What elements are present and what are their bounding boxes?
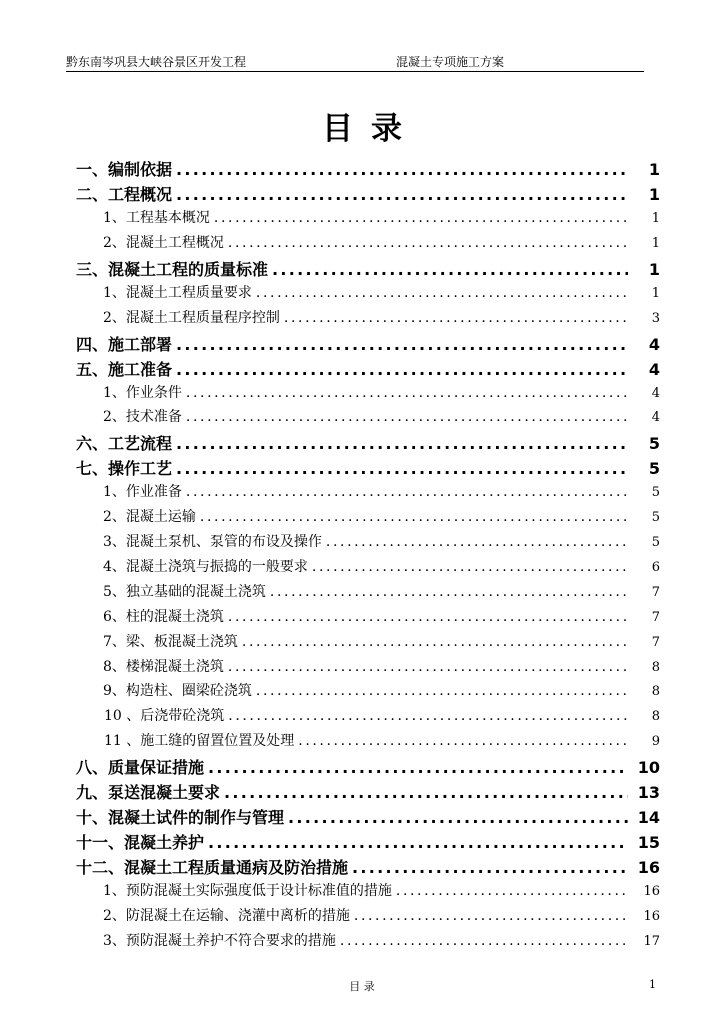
toc-dot-leader — [208, 833, 628, 852]
toc-entry-page: 1 — [651, 285, 660, 301]
toc-entry-label: 11 、施工缝的留置位置及处理 — [104, 733, 295, 750]
toc-dot-leader — [256, 683, 628, 699]
toc-entry-section[interactable] — [76, 157, 660, 182]
toc-dot-leader — [208, 758, 628, 777]
toc-entry-label: 3、混凝土泵机、泵管的布设及操作 — [103, 534, 322, 551]
toc-entry-label: 2、混凝土工程质量程序控制 — [103, 309, 280, 326]
toc-dot-leader — [224, 783, 628, 802]
toc-dot-leader — [272, 260, 628, 279]
toc-entry-page: 7 — [651, 634, 660, 650]
toc-entry-page: 8 — [651, 709, 660, 725]
toc-entry-label: 十一、混凝土养护 — [76, 833, 205, 853]
toc-entry-section[interactable] — [76, 855, 660, 880]
toc-entry-page: 5 — [648, 459, 660, 479]
toc-dot-leader — [340, 933, 628, 949]
toc-entry-subsection[interactable] — [76, 880, 660, 905]
toc-entry-subsection[interactable] — [76, 506, 660, 531]
toc-entry-subsection[interactable] — [76, 481, 660, 506]
header-project-name: 黔东南岑巩县大峡谷景区开发工程 — [66, 55, 247, 69]
toc-entry-section[interactable] — [76, 780, 660, 805]
toc-entry-page: 5 — [648, 434, 660, 454]
toc-entry-page: 4 — [651, 385, 660, 401]
toc-entry-label: 2、混凝土运输 — [103, 509, 196, 526]
toc-dot-leader — [256, 285, 628, 301]
toc-entry-label: 十二、混凝土工程质量通病及防治措施 — [76, 858, 349, 878]
toc-entry-subsection[interactable] — [76, 631, 660, 656]
toc-entry-subsection[interactable] — [76, 680, 660, 705]
toc-entry-section[interactable] — [76, 456, 660, 481]
toc-entry-label: 2、防混凝土在运输、浇灌中离析的措施 — [103, 908, 350, 925]
toc-entry-subsection[interactable] — [76, 307, 660, 332]
toc-entry-label: 3、预防混凝土养护不符合要求的措施 — [103, 932, 336, 949]
toc-dot-leader — [176, 160, 628, 179]
toc-dot-leader — [228, 659, 628, 675]
toc-entry-label: 三、混凝土工程的质量标准 — [76, 259, 269, 279]
toc-entry-subsection[interactable] — [76, 606, 660, 631]
toc-entry-page: 3 — [651, 310, 660, 326]
toc-entry-page: 17 — [643, 933, 660, 949]
toc-dot-leader — [396, 883, 628, 899]
toc-entry-subsection[interactable] — [76, 905, 660, 930]
toc-entry-subsection[interactable] — [76, 406, 660, 431]
toc-entry-section[interactable] — [76, 357, 660, 382]
toc-entry-page: 8 — [651, 659, 660, 675]
toc-entry-subsection[interactable] — [76, 531, 660, 556]
toc-entry-page: 1 — [651, 211, 660, 226]
toc-entry-section[interactable] — [76, 755, 660, 780]
toc-dot-leader — [176, 360, 628, 379]
toc-dot-leader — [354, 908, 628, 924]
toc-dot-leader — [284, 310, 628, 326]
toc-entry-page: 14 — [637, 808, 660, 828]
toc-dot-leader — [186, 409, 628, 425]
toc-dot-leader — [326, 534, 628, 550]
toc-entry-page: 7 — [651, 584, 660, 600]
toc-entry-page: 1 — [648, 259, 660, 279]
toc-dot-leader — [176, 185, 628, 204]
toc-dot-leader — [176, 335, 628, 354]
toc-entry-subsection[interactable] — [76, 730, 660, 755]
toc-entry-label: 8、楼梯混凝土浇筑 — [103, 658, 224, 675]
toc-entry-page: 8 — [651, 684, 660, 700]
toc-entry-label: 5、独立基础的混凝土浇筑 — [103, 583, 266, 600]
toc-entry-subsection[interactable] — [76, 930, 660, 955]
toc-dot-leader — [298, 733, 628, 749]
toc-dot-leader — [176, 434, 628, 453]
toc-entry-page: 6 — [651, 560, 660, 576]
toc-entry-page: 5 — [651, 535, 660, 551]
toc-entry-section[interactable] — [76, 332, 660, 357]
toc-entry-subsection[interactable] — [76, 207, 660, 232]
toc-entry-subsection[interactable] — [76, 705, 660, 730]
toc-entry-label: 五、施工准备 — [76, 359, 173, 379]
toc-entry-section[interactable] — [76, 431, 660, 456]
toc-dot-leader — [312, 559, 628, 575]
toc-entry-page: 10 — [637, 758, 660, 778]
toc-entry-label: 四、施工部署 — [76, 334, 173, 354]
toc-dot-leader — [214, 210, 628, 226]
toc-entry-label: 9、构造柱、圈梁砼浇筑 — [103, 683, 252, 700]
toc-entry-page: 5 — [651, 510, 660, 526]
toc-entry-subsection[interactable] — [76, 282, 660, 307]
toc-dot-leader — [228, 235, 628, 251]
toc-entry-label: 2、技术准备 — [103, 409, 182, 426]
toc-entry-label: 1、作业条件 — [103, 384, 182, 401]
toc-entry-label: 1、混凝土工程质量要求 — [103, 284, 252, 301]
toc-entry-page: 15 — [637, 833, 660, 853]
toc-entry-page: 7 — [651, 609, 660, 625]
toc-entry-label: 1、作业准备 — [103, 484, 182, 501]
toc-entry-label: 7、梁、板混凝土浇筑 — [103, 633, 238, 650]
toc-entry-page: 9 — [651, 734, 660, 750]
toc-dot-leader — [186, 484, 628, 500]
toc-dot-leader — [288, 808, 628, 827]
toc-dot-leader — [228, 708, 628, 724]
toc-entry-label: 10 、后浇带砼浇筑 — [104, 708, 225, 725]
toc-entry-section[interactable] — [76, 805, 660, 830]
table-of-contents — [76, 157, 660, 955]
toc-entry-page: 1 — [648, 160, 660, 179]
toc-entry-section[interactable] — [76, 830, 660, 855]
toc-dot-leader — [176, 459, 628, 478]
toc-entry-page: 5 — [651, 485, 660, 501]
toc-entry-label: 6、柱的混凝土浇筑 — [103, 608, 224, 625]
toc-dot-leader — [200, 509, 628, 525]
toc-entry-label: 4、混凝土浇筑与振捣的一般要求 — [103, 559, 308, 576]
toc-entry-label: 2、混凝土工程概况 — [103, 234, 224, 251]
toc-entry-label: 1、预防混凝土实际强度低于设计标准值的措施 — [103, 883, 392, 900]
page-header — [66, 51, 644, 72]
toc-entry-page: 4 — [648, 334, 660, 354]
toc-entry-subsection[interactable] — [76, 232, 660, 257]
toc-entry-label: 九、泵送混凝土要求 — [76, 783, 221, 803]
toc-entry-section[interactable] — [76, 257, 660, 282]
toc-dot-leader — [352, 858, 628, 877]
toc-entry-page: 16 — [643, 909, 660, 925]
toc-entry-label: 十、混凝土试件的制作与管理 — [76, 808, 285, 828]
toc-entry-label: 七、操作工艺 — [76, 459, 173, 479]
toc-entry-label: 一、编制依据 — [76, 160, 173, 179]
toc-entry-label: 六、工艺流程 — [76, 434, 173, 454]
toc-entry-label: 二、工程概况 — [76, 185, 173, 204]
toc-entry-page: 1 — [648, 185, 660, 204]
toc-entry-subsection[interactable] — [76, 581, 660, 606]
toc-entry-subsection[interactable] — [76, 382, 660, 407]
toc-entry-page: 13 — [637, 783, 660, 803]
toc-entry-subsection[interactable] — [76, 656, 660, 681]
footer-label: 目 录 — [349, 980, 375, 993]
toc-entry-subsection[interactable] — [76, 556, 660, 581]
toc-entry-page: 16 — [643, 884, 660, 900]
toc-dot-leader — [186, 385, 628, 401]
toc-entry-page: 4 — [648, 359, 660, 379]
toc-entry-page: 4 — [651, 410, 660, 426]
footer-page-number: 1 — [649, 978, 656, 991]
toc-entry-label: 1、工程基本概况 — [103, 210, 210, 226]
toc-entry-section[interactable] — [76, 182, 660, 207]
toc-entry-page: 1 — [651, 235, 660, 251]
toc-dot-leader — [242, 634, 628, 650]
toc-dot-leader — [270, 584, 628, 600]
toc-entry-page: 16 — [637, 858, 660, 878]
header-document-name: 混凝土专项施工方案 — [396, 55, 505, 69]
page-title: 目录 — [322, 111, 420, 147]
toc-dot-leader — [228, 609, 628, 625]
toc-entry-label: 八、质量保证措施 — [76, 758, 205, 778]
